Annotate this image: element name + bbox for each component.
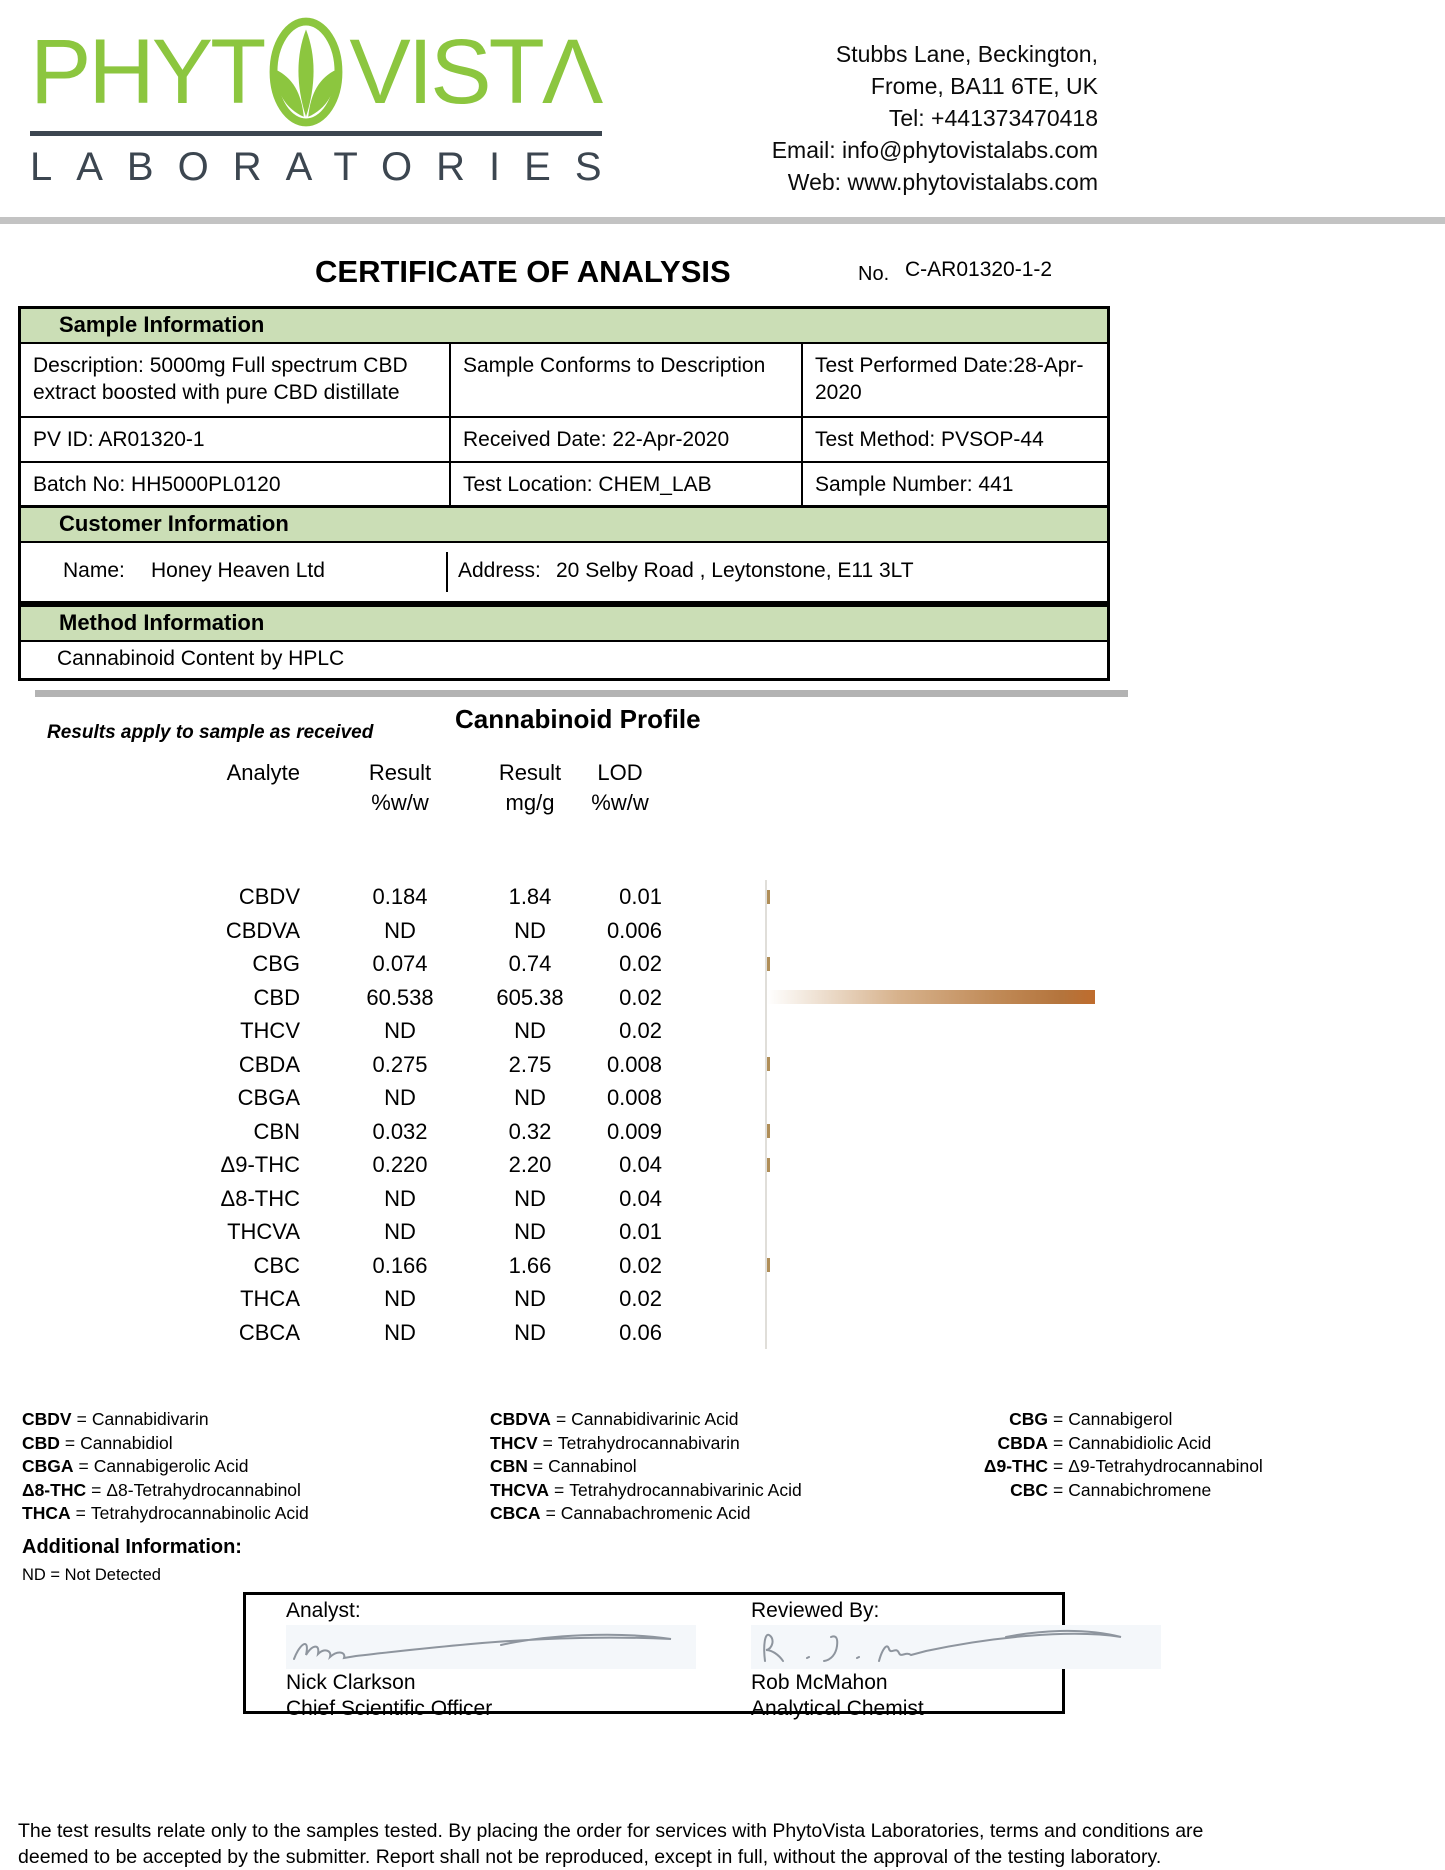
- result-mgg-value: 0.32: [508, 1118, 552, 1144]
- sample-information-section: [18, 306, 1110, 509]
- table-row: [21, 461, 1107, 506]
- result-mgg-value: 0.74: [508, 951, 552, 976]
- legend-entry: [962, 1432, 1263, 1456]
- result-pct-value: 0.275: [372, 1051, 428, 1077]
- method-information-section: [18, 604, 1110, 681]
- column-header-lod: LOD %w/w: [591, 760, 649, 815]
- analyte-name: CBD: [253, 984, 300, 1010]
- result-mgg-value: 2.75: [508, 1051, 552, 1077]
- reviewer-signature: [751, 1625, 1161, 1669]
- legend-column-1: [22, 1408, 309, 1526]
- customer-row: [21, 541, 1107, 601]
- lod-value: 0.02: [619, 1018, 662, 1043]
- lod-value: 0.02: [619, 1286, 662, 1311]
- legend-entry: [490, 1408, 802, 1432]
- sample-cell: Test Location: CHEM_LAB: [451, 463, 803, 506]
- legend-abbr: CBCA: [490, 1503, 541, 1523]
- logo-subtitle: LABORATORIES: [30, 145, 626, 189]
- analyst-title: Chief Scientific Officer: [286, 1697, 493, 1720]
- sample-cell: PV ID: AR01320-1: [21, 418, 451, 461]
- result-mgg-value: 1.84: [508, 884, 552, 909]
- result-pct-value: ND: [384, 1018, 416, 1043]
- analyte-row: [0, 880, 1445, 914]
- result-mgg-value: ND: [514, 1219, 546, 1244]
- analyte-name: CBC: [253, 1252, 300, 1278]
- legend-abbr: THCVA: [490, 1479, 549, 1500]
- legend-name: Δ8-Tetrahydrocannabinol: [106, 1479, 301, 1500]
- result-pct-value: ND: [384, 1185, 416, 1211]
- bar-chart-cell: [765, 1249, 1099, 1283]
- legend-abbr: THCV: [490, 1432, 538, 1453]
- analyst-label: Analyst:: [286, 1599, 361, 1622]
- analyst-name: Nick Clarkson: [286, 1671, 416, 1694]
- lod-value: 0.06: [619, 1319, 662, 1345]
- certificate-no-label: No.: [858, 263, 890, 285]
- result-mgg-value: 605.38: [496, 984, 564, 1010]
- legend-equals: =: [78, 1456, 89, 1476]
- reviewer-column: [751, 1599, 1151, 1721]
- analyte-row: [0, 1249, 1445, 1283]
- analyte-bar: [767, 1158, 770, 1172]
- bar-chart-cell: [765, 947, 1099, 981]
- contact-line: Web: www.phytovistalabs.com: [787, 169, 1098, 195]
- bar-chart-cell: [765, 1282, 1099, 1316]
- contact-line: Email: info@phytovistalabs.com: [771, 137, 1098, 163]
- legend-equals: =: [555, 1409, 567, 1429]
- legend-equals: =: [545, 1503, 556, 1523]
- analyte-row: [0, 1048, 1445, 1082]
- contact-line: Tel: +441373470418: [888, 105, 1098, 131]
- method-value: Cannabinoid Content by HPLC: [21, 640, 1107, 678]
- legend-name: Cannabigerol: [1068, 1409, 1173, 1429]
- lod-value: 0.006: [606, 917, 662, 943]
- analyte-name: CBDA: [238, 1051, 300, 1077]
- analyte-name: CBN: [253, 1118, 300, 1144]
- footer-line-1: The test results relate only to the samples tested. By placing the order for services with PhytoVista Laboratories, terms and conditions are: [18, 1820, 1204, 1842]
- bar-chart-cell: [765, 1081, 1099, 1115]
- legend-name: Cannabidivarin: [91, 1409, 209, 1429]
- legend-entry: [22, 1479, 309, 1503]
- analyte-row: [0, 1182, 1445, 1216]
- phytovista-logo: [30, 16, 626, 190]
- result-pct-value: ND: [384, 1219, 416, 1244]
- result-pct-value: 0.074: [372, 951, 428, 976]
- result-pct-value: 0.032: [372, 1118, 428, 1144]
- legend-entry: [962, 1479, 1263, 1503]
- cannabinoid-profile-title: Cannabinoid Profile: [455, 704, 701, 734]
- legend-abbr: CBG: [1009, 1409, 1048, 1429]
- lod-value: 0.008: [606, 1085, 662, 1110]
- nd-definition: ND = Not Detected: [22, 1566, 161, 1584]
- sample-information-heading: Sample Information: [21, 309, 1107, 342]
- legend-name: Tetrahydrocannabivarin: [557, 1432, 740, 1453]
- result-mgg-value: 1.66: [508, 1252, 552, 1278]
- column-header-result-pct: Result %w/w: [368, 760, 432, 815]
- legend-abbr: CBDA: [997, 1432, 1048, 1453]
- analyte-name: THCVA: [227, 1219, 300, 1244]
- legend-equals: =: [75, 1503, 86, 1523]
- legend-entry: [22, 1502, 309, 1526]
- legend-abbr: Δ8-THC: [22, 1479, 87, 1500]
- result-pct-value: 0.220: [372, 1152, 428, 1177]
- analyte-row: [0, 947, 1445, 981]
- legend-name: Cannabidivarinic Acid: [571, 1409, 739, 1429]
- result-mgg-value: ND: [514, 1085, 546, 1110]
- bar-chart-cell: [765, 1048, 1099, 1082]
- result-mgg-value: ND: [514, 1286, 546, 1311]
- lod-value: 0.01: [619, 884, 662, 909]
- result-pct-value: ND: [384, 1085, 416, 1110]
- footer-line-2: deemed to be accepted by the submitter. Report shall not be reproduced, except in full, without the approval of the testing laboratory.: [18, 1846, 1162, 1868]
- legend-abbr: Δ9-THC: [983, 1456, 1048, 1476]
- analyte-row: [0, 1014, 1445, 1048]
- result-pct-value: 0.184: [372, 884, 428, 909]
- result-mgg-value: ND: [514, 917, 546, 943]
- sample-cell: Sample Conforms to Description: [451, 344, 803, 416]
- analyte-name: CBDV: [238, 884, 300, 909]
- analyte-row: [0, 914, 1445, 948]
- legend-equals: =: [76, 1409, 87, 1429]
- column-header-result-mgg: Result mg/g: [498, 760, 562, 815]
- analyte-row: [0, 981, 1445, 1015]
- lod-value: 0.02: [619, 951, 662, 976]
- certificate-no-value: C-AR01320-1-2: [905, 258, 1053, 281]
- legend-equals: =: [1053, 1409, 1064, 1429]
- legend-abbr: CBN: [490, 1456, 528, 1476]
- analyte-row: [0, 1148, 1445, 1182]
- analyte-name: Δ9-THC: [220, 1152, 300, 1177]
- analyte-name: CBDVA: [225, 917, 300, 943]
- lod-value: 0.01: [619, 1219, 662, 1244]
- sample-information-table: [21, 342, 1107, 506]
- result-mgg-value: ND: [514, 1018, 546, 1043]
- logo-word-part2: VIST: [349, 20, 542, 123]
- legend-entry: [22, 1432, 309, 1456]
- legend-name: Cannabigerolic Acid: [93, 1456, 249, 1476]
- analyte-name: CBGA: [237, 1085, 300, 1110]
- lod-value: 0.02: [619, 1252, 662, 1278]
- customer-row-divider: [446, 552, 448, 592]
- result-pct-value: ND: [384, 1286, 416, 1311]
- legend-abbr: CBDV: [22, 1409, 72, 1429]
- analyst-column: [286, 1599, 686, 1721]
- table-row: [21, 342, 1107, 416]
- bar-chart-cell: [765, 1148, 1099, 1182]
- sample-cell: Batch No: HH5000PL0120: [21, 463, 451, 506]
- logo-divider: [30, 131, 602, 136]
- legend-entry: [490, 1502, 802, 1526]
- legend-name: Cannabachromenic Acid: [560, 1503, 751, 1523]
- analyst-signature: [286, 1625, 696, 1669]
- contact-line: Frome, BA11 6TE, UK: [870, 73, 1098, 99]
- leaf-icon: [265, 16, 347, 128]
- column-header-analyte: Analyte: [226, 760, 300, 785]
- sample-cell: Sample Number: 441: [815, 473, 1014, 496]
- legend-equals: =: [64, 1432, 76, 1453]
- header-divider-rule: [0, 217, 1445, 224]
- table-row: [21, 416, 1107, 461]
- contact-line: Stubbs Lane, Beckington,: [835, 41, 1098, 67]
- legend-equals: =: [553, 1479, 565, 1500]
- result-pct-value: 0.166: [372, 1252, 428, 1278]
- results-note: Results apply to sample as received: [47, 722, 374, 743]
- analyte-bar: [767, 957, 770, 971]
- legend-column-2: [490, 1408, 802, 1526]
- analyte-bar: [767, 1124, 770, 1138]
- legend-entry: [490, 1479, 802, 1503]
- legend-equals: =: [1053, 1479, 1064, 1500]
- reviewer-label: Reviewed By:: [751, 1599, 880, 1622]
- analyte-bar: [767, 990, 1095, 1004]
- lod-value: 0.04: [619, 1152, 662, 1177]
- result-mgg-value: ND: [514, 1319, 546, 1345]
- lod-value: 0.02: [619, 984, 662, 1010]
- analyte-bar: [767, 1258, 770, 1272]
- legend-equals: =: [1053, 1456, 1064, 1476]
- legend-entry: [22, 1455, 309, 1479]
- bar-chart-cell: [765, 880, 1099, 914]
- legend-abbr: CBD: [22, 1432, 60, 1453]
- result-mgg-value: ND: [514, 1185, 546, 1211]
- lod-value: 0.04: [619, 1185, 662, 1211]
- method-information-heading: Method Information: [21, 607, 1107, 640]
- analyte-row: [0, 1316, 1445, 1350]
- legend-name: Δ9-Tetrahydrocannabinol: [1068, 1456, 1263, 1476]
- sample-cell: Received Date: 22-Apr-2020: [451, 418, 803, 461]
- sample-cell: Test Performed Date:28-Apr-2020: [815, 354, 1084, 404]
- analyte-bar: [767, 1057, 770, 1071]
- customer-information-section: [18, 505, 1110, 604]
- logo-word-part1: PHYT: [30, 20, 264, 123]
- customer-address-label: Address:: [458, 559, 541, 582]
- legend-equals: =: [91, 1479, 102, 1500]
- analyte-name: CBCA: [238, 1319, 300, 1345]
- analyte-bar: [767, 890, 770, 904]
- legend-equals: =: [1053, 1432, 1064, 1453]
- additional-information-heading: Additional Information:: [22, 1536, 242, 1558]
- legend-equals: =: [532, 1456, 544, 1476]
- section-divider-rule: [35, 690, 1128, 697]
- logo-word-part3: Λ: [541, 20, 601, 123]
- legend-name: Cannabidiolic Acid: [1068, 1432, 1212, 1453]
- signature-box: [243, 1592, 1065, 1720]
- analyte-row: [0, 1282, 1445, 1316]
- analyte-row: [0, 1115, 1445, 1149]
- result-mgg-value: 2.20: [508, 1152, 552, 1177]
- analyte-name: THCV: [240, 1018, 300, 1043]
- legend-abbr: CBC: [1010, 1479, 1048, 1500]
- legend-name: Tetrahydrocannabinolic Acid: [90, 1503, 309, 1523]
- sample-cell: Test Method: PVSOP-44: [815, 428, 1044, 451]
- customer-name-label: Name:: [63, 559, 125, 582]
- lod-value: 0.009: [606, 1118, 662, 1144]
- legend-entry: [22, 1408, 309, 1432]
- sample-cell: Description: 5000mg Full spectrum CBD extract boosted with pure CBD distillate: [21, 344, 451, 416]
- legend-name: Cannabidiol: [80, 1432, 173, 1453]
- analyte-name: CBG: [252, 951, 300, 976]
- bar-chart-cell: [765, 1014, 1099, 1048]
- result-pct-value: ND: [384, 917, 416, 943]
- bar-chart-cell: [765, 1316, 1099, 1350]
- legend-abbr: CBDVA: [490, 1409, 551, 1429]
- legend-entry: [962, 1455, 1263, 1479]
- legend-name: Cannabichromene: [1068, 1479, 1212, 1500]
- legend-abbr: THCA: [22, 1503, 71, 1523]
- lab-contact-info: [772, 38, 1098, 198]
- result-pct-value: 60.538: [366, 984, 434, 1010]
- reviewer-title: Analytical Chemist: [751, 1697, 924, 1720]
- bar-chart-cell: [765, 981, 1099, 1015]
- reviewer-name: Rob McMahon: [751, 1671, 888, 1694]
- legend-equals: =: [542, 1432, 553, 1453]
- bar-chart-cell: [765, 914, 1099, 948]
- bar-chart-cell: [765, 1215, 1099, 1249]
- legend-column-3: [962, 1408, 1263, 1502]
- legend-entry: [490, 1455, 802, 1479]
- bar-chart-cell: [765, 1182, 1099, 1216]
- lod-value: 0.008: [606, 1051, 662, 1077]
- legend-entry: [962, 1408, 1263, 1432]
- analyte-row: [0, 1081, 1445, 1115]
- analyte-table: [0, 880, 1445, 1349]
- bar-chart-cell: [765, 1115, 1099, 1149]
- analyte-name: Δ8-THC: [220, 1185, 300, 1211]
- legend-abbr: CBGA: [22, 1456, 74, 1476]
- legend-name: Tetrahydrocannabivarinic Acid: [569, 1479, 802, 1500]
- logo-wordmark: [30, 16, 608, 128]
- legend-name: Cannabinol: [548, 1456, 637, 1476]
- legend-entry: [490, 1432, 802, 1456]
- analyte-row: [0, 1215, 1445, 1249]
- analyte-name: THCA: [240, 1286, 300, 1311]
- customer-name-value: Honey Heaven Ltd: [151, 559, 325, 582]
- result-pct-value: ND: [384, 1319, 416, 1345]
- page-title: CERTIFICATE OF ANALYSIS: [315, 254, 731, 289]
- customer-information-heading: Customer Information: [21, 508, 1107, 541]
- customer-address-value: 20 Selby Road , Leytonstone, E11 3LT: [556, 559, 914, 582]
- footer-disclaimer: [18, 1818, 1430, 1870]
